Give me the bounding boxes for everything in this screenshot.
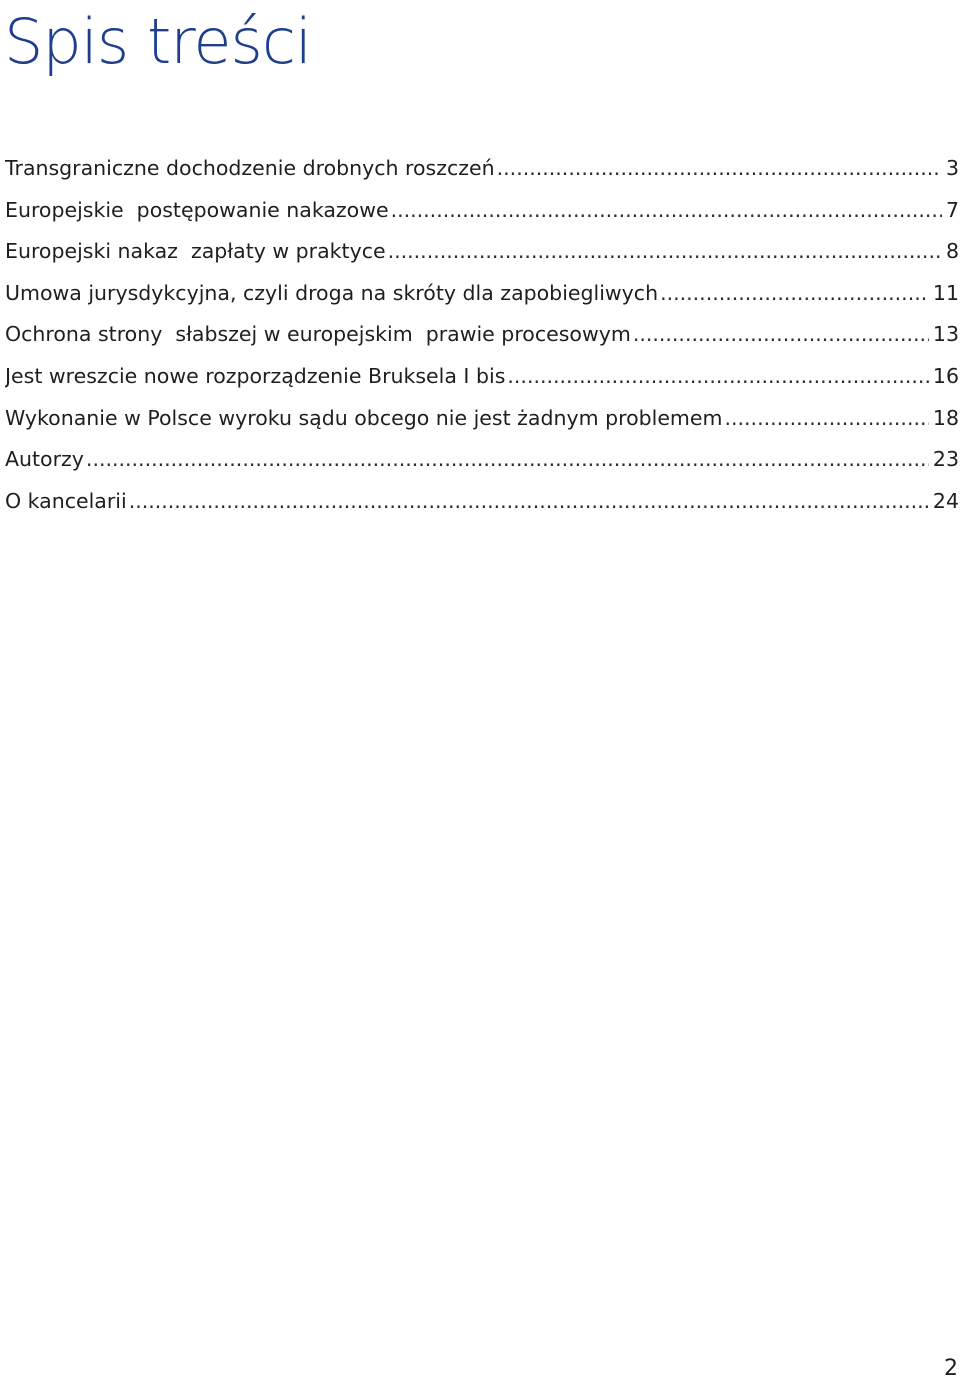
toc-leader-dots (391, 190, 942, 232)
toc-entry-page: 8 (945, 239, 959, 264)
toc-leader-dots (507, 356, 929, 398)
toc-entry[interactable] (5, 439, 959, 481)
toc-entry-page: 16 (932, 363, 959, 388)
toc-entry-page: 23 (932, 447, 959, 472)
toc-entry[interactable] (5, 314, 959, 356)
toc-entry[interactable] (5, 231, 959, 273)
toc-entry-title: Wykonanie w Polsce wyroku sądu obcego nie jest żadnym problemem (5, 405, 723, 430)
toc-entry[interactable] (5, 148, 959, 190)
toc-leader-dots (129, 481, 929, 523)
toc-entry-page: 7 (945, 197, 959, 222)
toc-leader-dots (388, 231, 942, 273)
toc-entry-page: 3 (945, 156, 959, 180)
toc-entry-title: Europejski nakaz zapłaty w praktyce (5, 239, 386, 264)
toc-entry-title: Jest wreszcie nowe rozporządzenie Bruksela I bis (5, 363, 506, 388)
toc-entry[interactable] (5, 398, 959, 440)
toc-entry-title: Umowa jurysdykcyjna, czyli droga na skróty dla zapobiegliwych (5, 280, 659, 305)
toc-leader-dots (633, 314, 929, 356)
toc-entry-title: Ochrona strony słabszej w europejskim prawie procesowym (5, 322, 631, 347)
toc-entry-title: Transgraniczne dochodzenie drobnych roszczeń (5, 156, 495, 180)
toc-leader-dots (86, 439, 929, 481)
page-number: 2 (944, 1356, 958, 1381)
toc-leader-dots (497, 148, 942, 190)
toc-leader-dots (660, 273, 929, 315)
toc-entry-page: 24 (932, 488, 959, 513)
toc-leader-dots (724, 398, 928, 440)
toc-entry[interactable] (5, 190, 959, 232)
toc-entry-title: Europejskie postępowanie nakazowe (5, 197, 389, 222)
toc-entry[interactable] (5, 481, 959, 523)
table-of-contents (5, 148, 959, 522)
toc-entry-title: Autorzy (5, 447, 84, 472)
page-title: Spis treści (4, 5, 312, 78)
toc-entry-page: 18 (932, 405, 959, 430)
toc-entry-page: 13 (932, 322, 959, 347)
toc-entry-title: O kancelarii (5, 488, 127, 513)
toc-entry[interactable] (5, 273, 959, 315)
toc-entry[interactable] (5, 356, 959, 398)
toc-entry-page: 11 (932, 280, 959, 305)
